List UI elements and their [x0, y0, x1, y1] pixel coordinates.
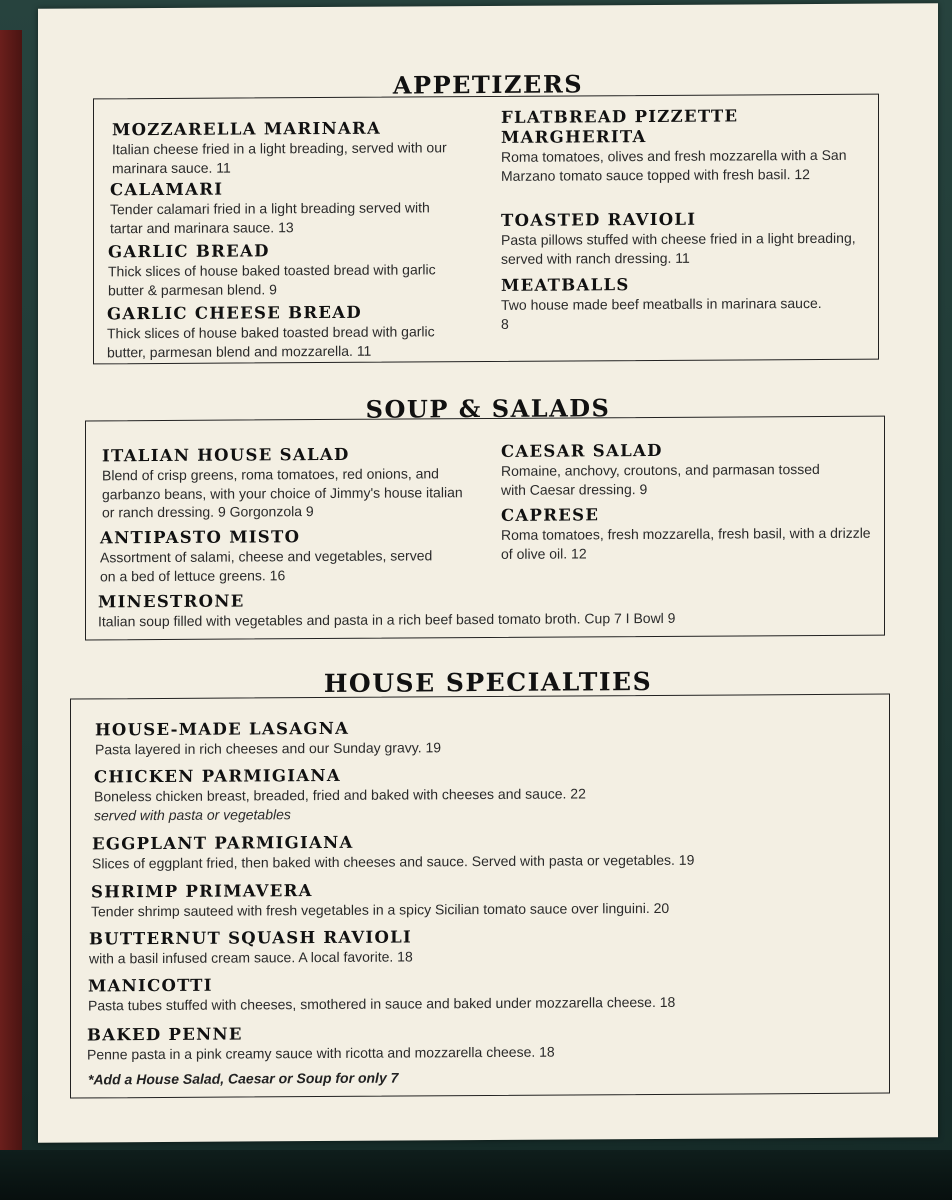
item-description: Blend of crisp greens, roma tomatoes, red onions, and garbanzo beans, with your choice of Jimmy's house italian or ranch dressing. 9 Gorgonzola 9 — [102, 465, 463, 521]
item-name: MEATBALLS — [501, 275, 630, 295]
item-description: Tender calamari fried in a light breading served with tartar and marinara sauce. 13 — [110, 199, 430, 236]
item-description: Pasta tubes stuffed with cheeses, smothered in sauce and baked under mozzarella cheese. 18 — [88, 993, 676, 1014]
menu-item — [107, 302, 467, 361]
menu-item — [95, 716, 875, 759]
item-name: GARLIC BREAD — [108, 241, 270, 262]
specialties-title: HOUSE SPECIALTIES — [323, 666, 653, 699]
cover-binding — [0, 30, 22, 1150]
item-description: with a basil infused cream sauce. A local favorite. 18 — [89, 948, 413, 967]
soups-title: SOUP & SALADS — [365, 393, 611, 424]
item-name: GARLIC CHEESE BREAD — [107, 302, 362, 324]
item-description: Pasta pillows stuffed with cheese fried in a light breading, served with ranch dressing. 11 — [501, 229, 856, 267]
item-description: Pasta layered in rich cheeses and our Sunday gravy. 19 — [95, 739, 442, 758]
item-description: Thick slices of house baked toasted bread with garlic butter & parmesan blend. 9 — [108, 261, 436, 298]
menu-item — [91, 878, 881, 921]
item-description: Two house made beef meatballs in marinara sauce. 8 — [501, 294, 822, 332]
item-name: MANICOTTI — [88, 975, 213, 996]
menu-item — [88, 972, 878, 1015]
item-description: Italian soup filled with vegetables and pasta in a rich beef based tomato broth. Cup 7 I Bowl 9 — [98, 609, 676, 630]
item-name: CAESAR SALAD — [501, 440, 663, 461]
item-note: served with pasta or vegetables — [94, 805, 291, 823]
menu-page — [38, 3, 938, 1142]
table-surface — [0, 1150, 952, 1200]
menu-item — [112, 118, 472, 177]
menu-item — [102, 444, 472, 522]
menu-item — [501, 504, 881, 563]
menu-item — [501, 440, 841, 499]
item-description: Assortment of salami, cheese and vegetables, served on a bed of lettuce greens. 16 — [100, 547, 433, 584]
item-name: SHRIMP PRIMAVERA — [91, 881, 313, 902]
item-description: Penne pasta in a pink creamy sauce with ricotta and mozzarella cheese. 18 — [87, 1043, 555, 1063]
item-name: CAPRESE — [501, 505, 600, 525]
item-description: Roma tomatoes, fresh mozzarella, fresh basil, with a drizzle of olive oil. 12 — [501, 524, 871, 562]
menu-item — [110, 178, 460, 237]
menu-item — [501, 106, 869, 185]
menu-item — [92, 830, 882, 873]
menu-item — [87, 1021, 867, 1064]
item-name: MOZZARELLA MARINARA — [112, 118, 382, 140]
item-description: Thick slices of house baked toasted bread with garlic butter, parmesan blend and mozzarella. 11 — [107, 323, 435, 360]
item-name: EGGPLANT PARMIGIANA — [92, 832, 354, 854]
menu-item — [501, 274, 831, 333]
item-description: Italian cheese fried in a light breading, served with our marinara sauce. 11 — [112, 139, 447, 176]
item-name: ITALIAN HOUSE SALAD — [102, 444, 350, 466]
specialties-footnote: *Add a House Salad, Caesar or Soup for only 7 — [88, 1069, 399, 1088]
menu-item — [501, 209, 856, 268]
item-description: Romaine, anchovy, croutons, and parmasan tossed with Caesar dressing. 9 — [501, 460, 820, 498]
item-name: CHICKEN PARMIGIANA — [94, 765, 341, 787]
menu-item — [94, 763, 874, 825]
item-name: MINESTRONE — [98, 591, 245, 612]
item-name: BAKED PENNE — [87, 1024, 243, 1045]
menu-item — [108, 240, 458, 299]
item-name: BUTTERNUT SQUASH RAVIOLI — [89, 927, 413, 949]
menu-item — [89, 925, 869, 968]
item-name: FLATBREAD PIZZETTE MARGHERITA — [501, 106, 739, 147]
item-name: HOUSE-MADE LASAGNA — [95, 718, 350, 740]
appetizers-title: APPETIZERS — [392, 69, 584, 100]
item-name: TOASTED RAVIOLI — [501, 209, 697, 230]
item-description: Boneless chicken breast, breaded, fried and baked with cheeses and sauce. 22 — [94, 785, 586, 805]
menu-item — [100, 526, 450, 585]
menu-item — [98, 588, 858, 631]
item-name: CALAMARI — [110, 179, 224, 200]
item-description: Tender shrimp sauteed with fresh vegetables in a spicy Sicilian tomato sauce over linguini. 20 — [91, 899, 670, 920]
item-name: ANTIPASTO MISTO — [100, 527, 301, 548]
item-description: Slices of eggplant fried, then baked with cheeses and sauce. Served with pasta or vegetables. 19 — [92, 851, 695, 872]
item-description: Roma tomatoes, olives and fresh mozzarella with a San Marzano tomato sauce topped with fresh basil. 12 — [501, 146, 847, 184]
